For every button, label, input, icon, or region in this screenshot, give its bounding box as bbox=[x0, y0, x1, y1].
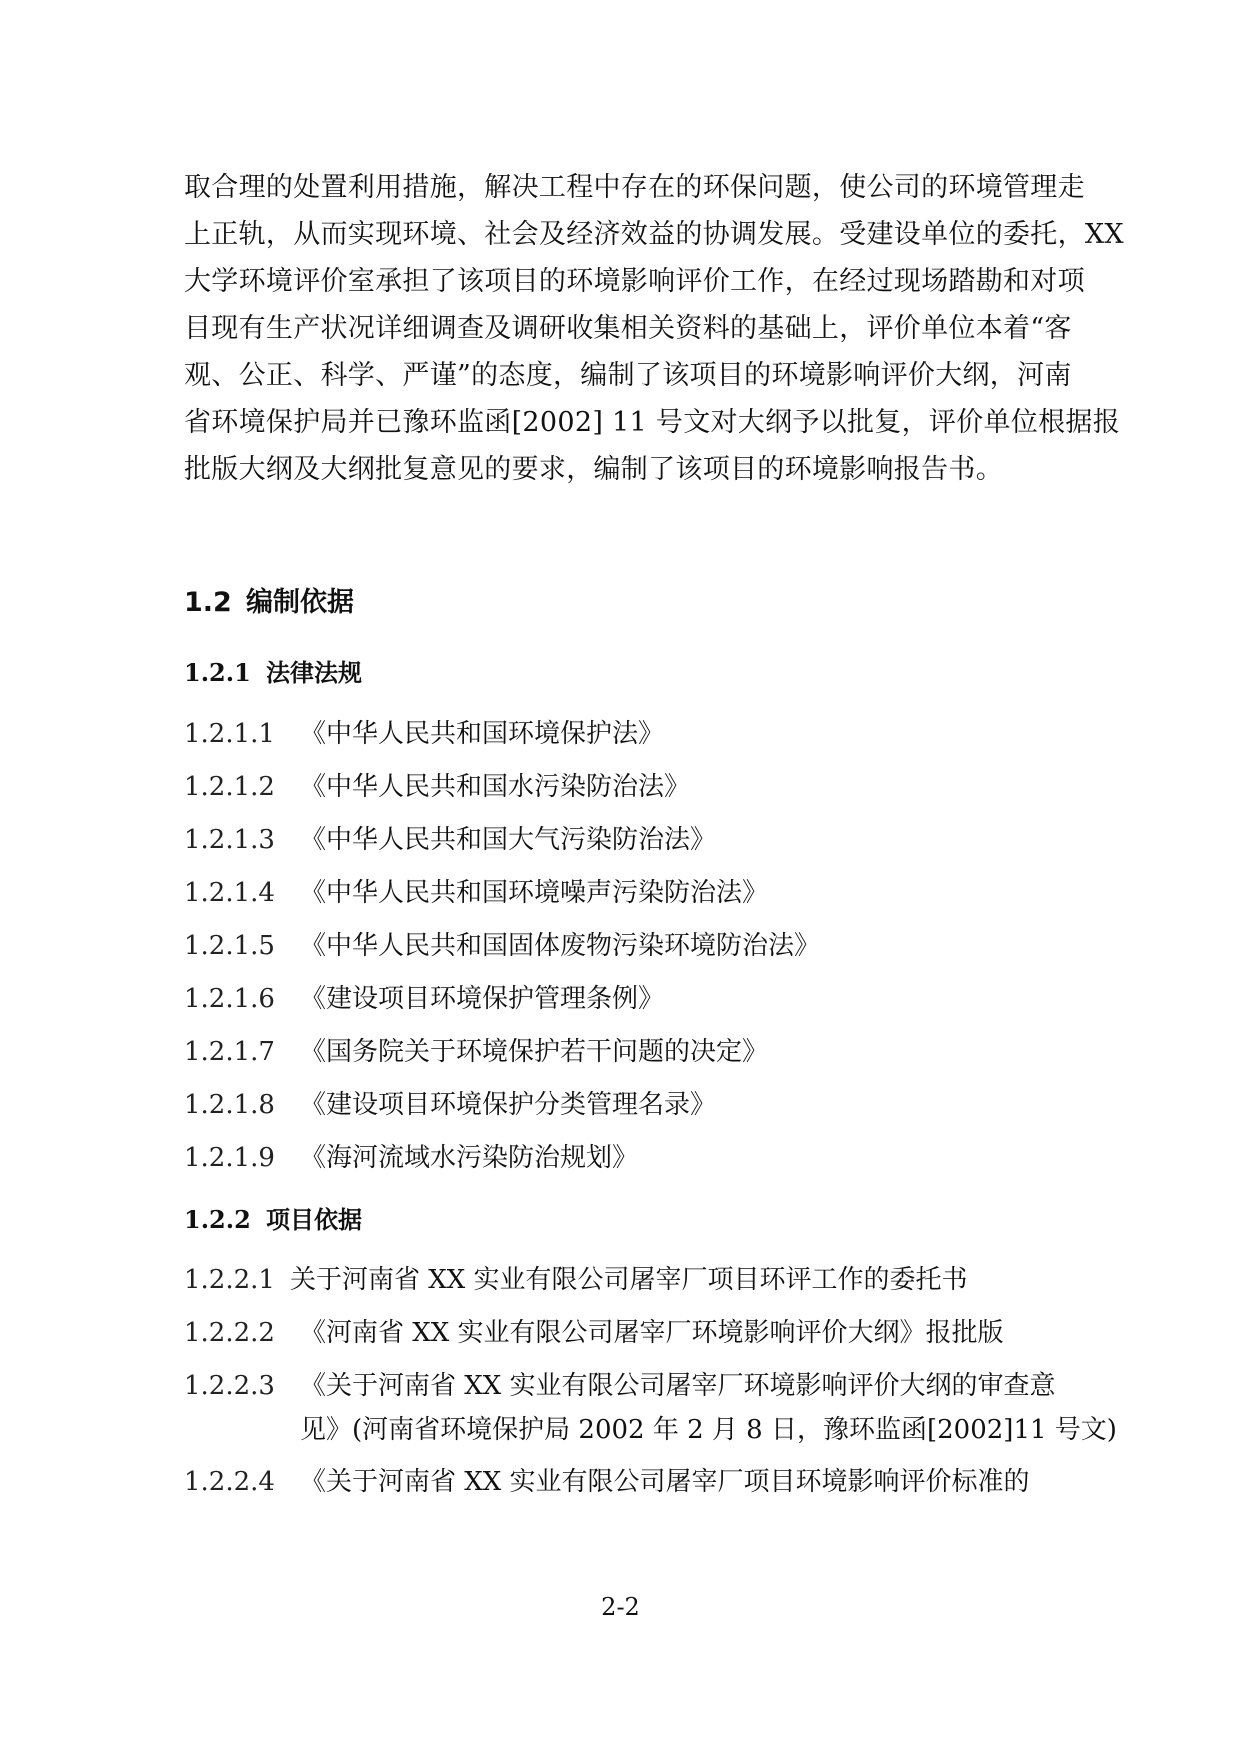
item-text: 《关于河南省 XX 实业有限公司屠宰厂环境影响评价大纲的审查意 bbox=[300, 1371, 1056, 1401]
paragraph-line: 上正轨，从而实现环境、社会及经济效益的协调发展。受建设单位的委托，XX bbox=[184, 219, 1124, 250]
list-item bbox=[184, 769, 690, 805]
list-item bbox=[184, 1368, 1117, 1445]
list-item bbox=[184, 928, 820, 964]
item-number: 1.2.1.2 bbox=[184, 772, 275, 802]
item-number: 1.2.2.2 bbox=[184, 1318, 275, 1348]
list-item bbox=[184, 1315, 1004, 1351]
item-text: 《河南省 XX 实业有限公司屠宰厂环境影响评价大纲》报批版 bbox=[300, 1318, 1004, 1348]
list-item bbox=[184, 1087, 716, 1123]
subsection-title: 项目依据 bbox=[266, 1205, 362, 1234]
item-text: 《建设项目环境保护管理条例》 bbox=[300, 984, 665, 1014]
paragraph-line: 目现有生产状况详细调查及调研收集相关资料的基础上，评价单位本着“客 bbox=[184, 313, 1072, 344]
item-text-continuation: 见》(河南省环境保护局 2002 年 2 月 8 日，豫环监函[2002]11 号文) bbox=[300, 1415, 1117, 1445]
item-number: 1.2.2.3 bbox=[184, 1371, 275, 1401]
list-item bbox=[184, 1140, 638, 1176]
item-text: 《中华人民共和国水污染防治法》 bbox=[300, 772, 691, 802]
list-item bbox=[184, 822, 716, 858]
item-number: 1.2.1.3 bbox=[184, 825, 275, 855]
item-number: 1.2.1.7 bbox=[184, 1037, 275, 1067]
paragraph-line: 取合理的处置利用措施，解决工程中存在的环保问题，使公司的环境管理走 bbox=[184, 172, 1085, 203]
item-number: 1.2.1.5 bbox=[184, 931, 275, 961]
paragraph-line: 大学环境评价室承担了该项目的环境影响评价工作，在经过现场踏勘和对项 bbox=[184, 266, 1085, 297]
list-item bbox=[184, 1464, 1030, 1500]
list-item bbox=[184, 981, 664, 1017]
item-text: 《海河流域水污染防治规划》 bbox=[300, 1143, 639, 1173]
paragraph-line: 批版大纲及大纲批复意见的要求，编制了该项目的环境影响报告书。 bbox=[184, 454, 1003, 485]
subsection-number: 1.2.1 bbox=[184, 658, 251, 687]
item-text: 《中华人民共和国大气污染防治法》 bbox=[300, 825, 717, 855]
list-item bbox=[184, 875, 768, 911]
item-text: 《中华人民共和国固体废物污染环境防治法》 bbox=[300, 931, 821, 961]
section-number: 1.2 bbox=[184, 587, 232, 618]
subsection-heading-1-2-2 bbox=[184, 1203, 362, 1237]
item-text: 关于河南省 XX 实业有限公司屠宰厂项目环评工作的委托书 bbox=[290, 1265, 968, 1295]
item-text: 《中华人民共和国环境保护法》 bbox=[300, 719, 665, 749]
subsection-number: 1.2.2 bbox=[184, 1205, 251, 1234]
item-number: 1.2.1.8 bbox=[184, 1090, 275, 1120]
item-text: 《中华人民共和国环境噪声污染防治法》 bbox=[300, 878, 769, 908]
item-text: 《关于河南省 XX 实业有限公司屠宰厂项目环境影响评价标准的 bbox=[300, 1467, 1030, 1497]
subsection-heading-1-2-1 bbox=[184, 656, 362, 690]
item-text: 《国务院关于环境保护若干问题的决定》 bbox=[300, 1037, 769, 1067]
item-number: 1.2.1.4 bbox=[184, 878, 275, 908]
item-number: 1.2.2.1 bbox=[184, 1265, 275, 1295]
section-heading-1-2 bbox=[184, 585, 354, 621]
list-item bbox=[184, 1034, 768, 1070]
item-text: 《建设项目环境保护分类管理名录》 bbox=[300, 1090, 717, 1120]
paragraph-line: 省环境保护局并已豫环监函[2002] 11 号文对大纲予以批复，评价单位根据报 bbox=[184, 407, 1120, 438]
item-number: 1.2.1.1 bbox=[184, 719, 275, 749]
page-number: 2-2 bbox=[601, 1593, 640, 1621]
paragraph-line: 观、公正、科学、严谨”的态度，编制了该项目的环境影响评价大纲，河南 bbox=[184, 360, 1072, 391]
item-number: 1.2.1.9 bbox=[184, 1143, 275, 1173]
subsection-title: 法律法规 bbox=[266, 658, 362, 687]
item-number: 1.2.2.4 bbox=[184, 1467, 275, 1497]
section-title: 编制依据 bbox=[246, 587, 354, 618]
item-number: 1.2.1.6 bbox=[184, 984, 275, 1014]
list-item bbox=[184, 716, 664, 752]
list-item bbox=[184, 1262, 968, 1298]
